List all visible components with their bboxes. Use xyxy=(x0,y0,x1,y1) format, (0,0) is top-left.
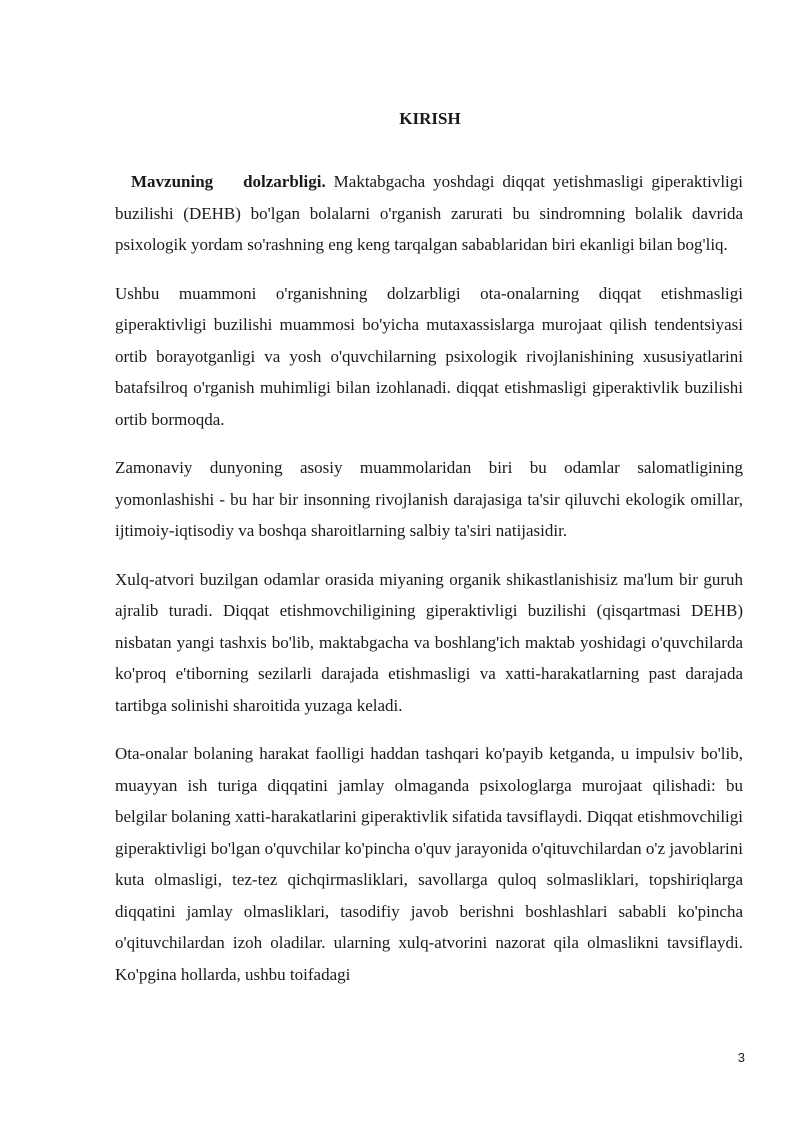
paragraph: Zamonaviy dunyoning asosiy muammolaridan biri bu odamlar salomatligining yomonlashishi - bu har bir insonning rivojlanish darajasiga ta'sir qiluvchi ekologik omillar, ijtimoiy-iqtisodiy va boshqa sharoitlarning salbiy ta'siri natijasidir. xyxy=(115,458,743,540)
lead-heading: Mavzuning dolzarbligi. xyxy=(131,172,326,191)
paragraph: Xulq-atvori buzilgan odamlar orasida miyaning organik shikastlanishisiz ma'lum bir guruh ajralib turadi. Diqqat etishmovchiligining giperaktivligi buzilishi (qisqartmasi DEHB) nisbatan yangi tashxis bo'lib, maktabgacha va boshlang'ich maktab yoshidagi o'quvchilarda ko'proq e'tiborning sezilarli darajada etishmasligi va xatti-harakatlarning past darajada tartibga solinishi sharoitida yuzaga keladi. xyxy=(115,569,743,715)
paragraph: Ushbu muammoni o'rganishning dolzarbligi ota-onalarning diqqat etishmasligi giperaktivligi buzilishi muammosi bo'yicha mutaxassislarga murojaat qilish tendentsiyasi ortib borayotganligi va yosh o'quvchilarning psixologik rivojlanishining xususiyatlarini batafsilroq o'rganish muhimligi bilan izohlanadi. diqqat etishmasligi giperaktivlik buzilishi ortib bormoqda. xyxy=(115,283,743,429)
paragraph-relevance xyxy=(115,166,743,261)
document-body xyxy=(115,166,743,1007)
page-number: 3 xyxy=(737,1050,745,1065)
paragraph: Ota-onalar bolaning harakat faolligi haddan tashqari ko'payib ketganda, u impulsiv bo'lib, muayyan ish turiga diqqatini jamlay olmaganda psixologlarga murojaat qilishadi: bu belgilar bolaning xatti-harakatlarini giperaktivlik sifatida tavsiflaydi. Diqqat etishmovchiligi giperaktivligi bo'lgan o'quvchilar ko'pincha o'quv jarayonida o'qituvchilardan o'z javoblarini kuta olmasligi, tez-tez qichqirmasliklari, savollarga quloq solmasliklari, topshiriqlarga diqqatini jamlay olmasliklari, tasodifiy javob berishni boshlashlari sababli ko'pincha o'qituvchilardan izoh oladilar. ularning xulq-atvorini nazorat qila olmaslikni tavsiflaydi. Ko'pgina hollarda, ushbu toifadagi xyxy=(115,744,743,984)
page-title: KIRISH xyxy=(399,109,461,128)
paragraph-text: Maktabgacha yoshdagi diqqat yetishmasligi giperaktivligi buzilishi (DEHB) bo'lgan bolalarni o'rganish zarurati bu sindromning bolalik davrida psixologik yordam so'rashning eng keng tarqalgan sabablaridan biri ekanligi bilan bog'liq. xyxy=(115,172,743,254)
